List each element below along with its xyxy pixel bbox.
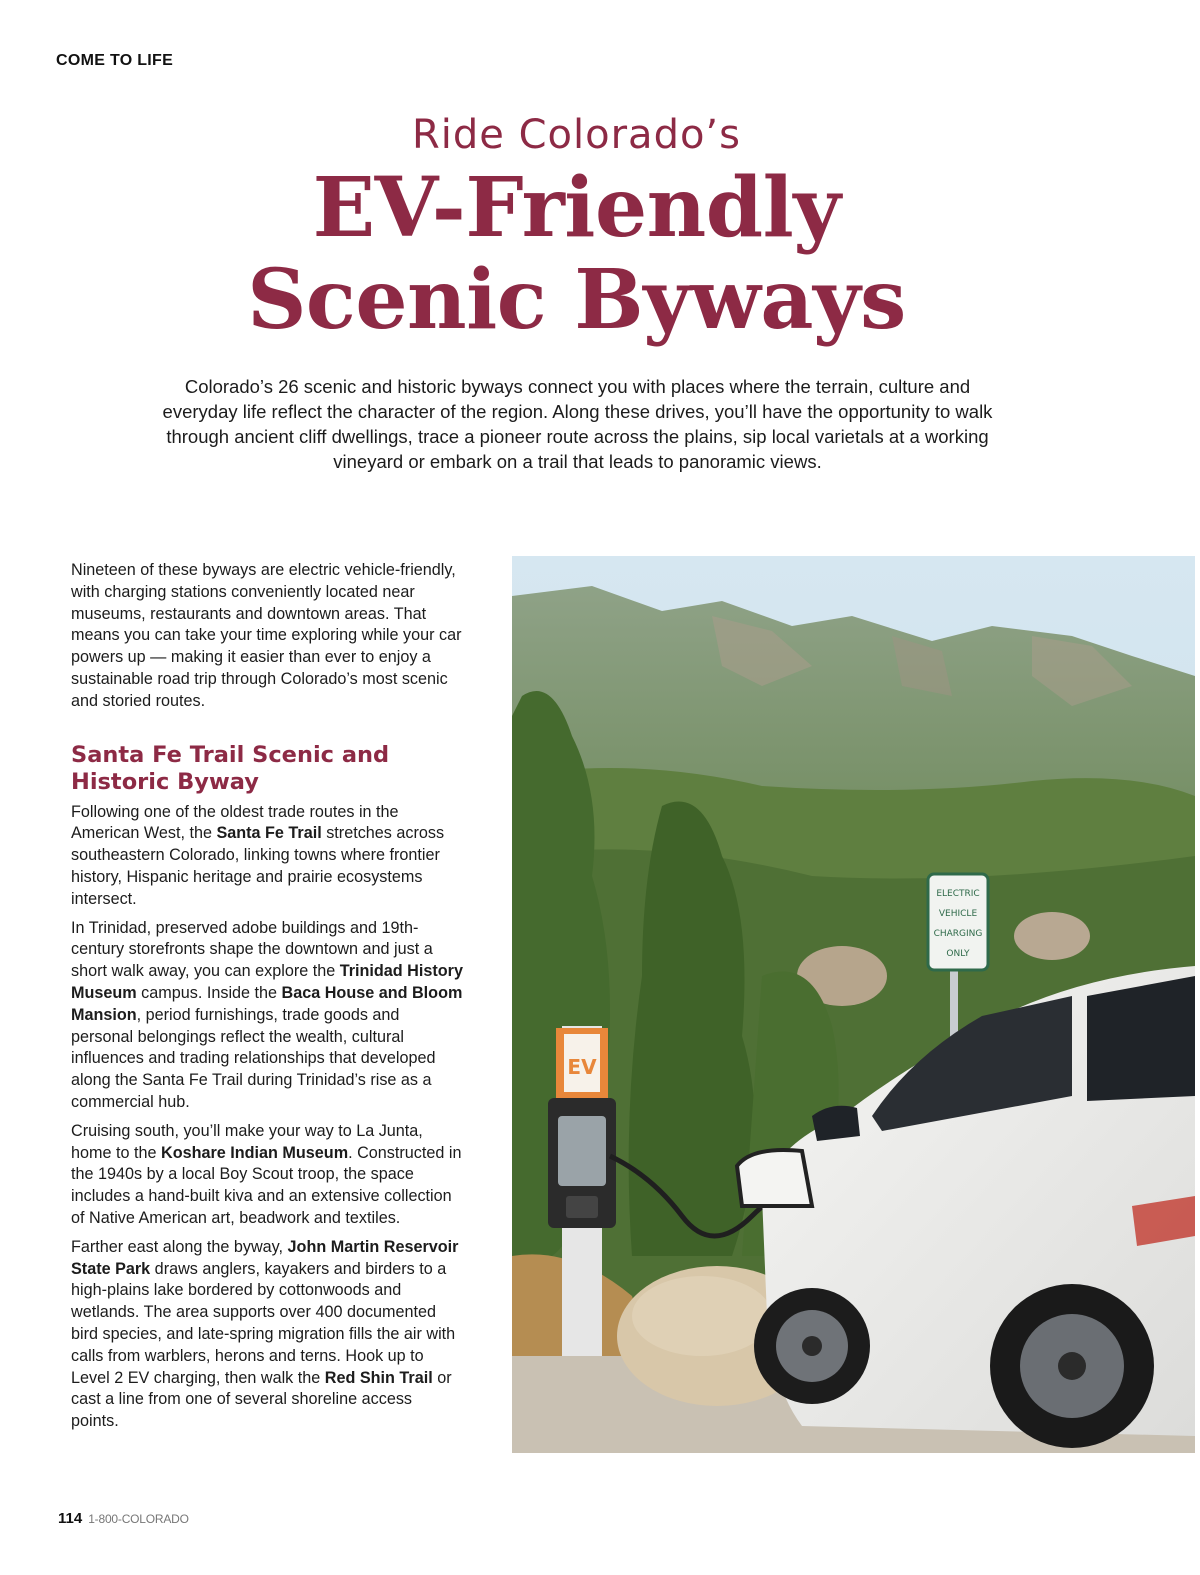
place-red-shin-trail: Red Shin Trail	[324, 1368, 433, 1387]
body-paragraph-4: Cruising south, you’ll make your way to La Junta, home to the Koshare Indian Museum. Constructed in the 1940s by a local Boy Scout troop, the space includes a hand-built kiva and an extensive collection of Native American art, beadwork and textiles.	[71, 1121, 462, 1227]
body-paragraph-2: Following one of the oldest trade routes in the American West, the Santa Fe Trail stretches across southeastern Colorado, linking towns where frontier history, Hispanic heritage and prairie ecosystems intersect.	[71, 802, 445, 908]
headline-line-1: EV-Friendly	[312, 160, 841, 256]
body-paragraph-3: In Trinidad, preserved adobe buildings and 19th-century storefronts shape the downtown and just a short walk away, you can explore the Trinidad History Museum campus. Inside the Baca House and Bloom Mansion, period furnishings, trade goods and personal belongings reflect the wealth, cultural influences and trading relationships that developed along the Santa Fe Trail during Trinidad’s rise as a commercial hub.	[71, 918, 463, 1111]
charger-label: EV	[567, 1055, 597, 1079]
sign-line-1: ELECTRIC	[936, 889, 980, 899]
place-trinidad-history-museum: Trinidad History Museum	[71, 962, 463, 1002]
body-paragraph-5: Farther east along the byway, John Martin Reservoir State Park draws anglers, kayakers and birders to a high-plains lake bordered by cottonwoods and wetlands. The area supports over 400 documented bird species, and late-spring migration fills the air with calls from warblers, herons and terns. Hook up to Level 2 EV charging, then walk the Red Shin Trail or cast a line from one of several shoreline access points.	[71, 1237, 459, 1431]
sign-line-2: VEHICLE	[938, 909, 978, 919]
place-koshare-museum: Koshare Indian Museum	[161, 1143, 349, 1162]
byway-subheading: Santa Fe Trail Scenic and Historic Byway	[71, 741, 390, 795]
article-column	[71, 560, 463, 1440]
ev-charging-photo	[512, 556, 1195, 1453]
body-paragraph-1: Nineteen of these byways are electric vehicle-friendly, with charging stations conveniently located near museums, restaurants and downtown areas. That means you can take your time exploring while your car powers up — making it easier than ever to enjoy a sustainable road trip through Colorado’s most scenic and storied routes.	[71, 561, 462, 710]
intro-paragraph: Colorado’s 26 scenic and historic byways connect you with places where the terrain, culture and everyday life reflect the character of the region. Along these drives, you’ll have the opportunity to walk through ancient cliff dwellings, trace a pioneer route across the plains, sip local varietals at a working vineyard or embark on a trail that leads to panoramic views.	[162, 376, 993, 472]
footer-phone: 1-800-COLORADO	[88, 1512, 189, 1526]
photo-illustration	[512, 556, 1195, 1453]
sign-line-4: ONLY	[946, 949, 970, 959]
place-baca-house: Baca House and Bloom Mansion	[71, 983, 463, 1024]
section-label: COME TO LIFE	[56, 52, 174, 69]
page-number: 114	[58, 1510, 83, 1527]
place-john-martin-reservoir: John Martin Reservoir State Park	[71, 1237, 459, 1278]
sign-line-3: CHARGING	[933, 929, 983, 939]
place-santa-fe-trail: Santa Fe Trail	[216, 824, 322, 843]
title-block	[0, 110, 1153, 348]
page-footer	[58, 1510, 189, 1528]
title-kicker: Ride Colorado’s	[412, 112, 741, 158]
headline-line-2: Scenic Byways	[247, 252, 906, 348]
